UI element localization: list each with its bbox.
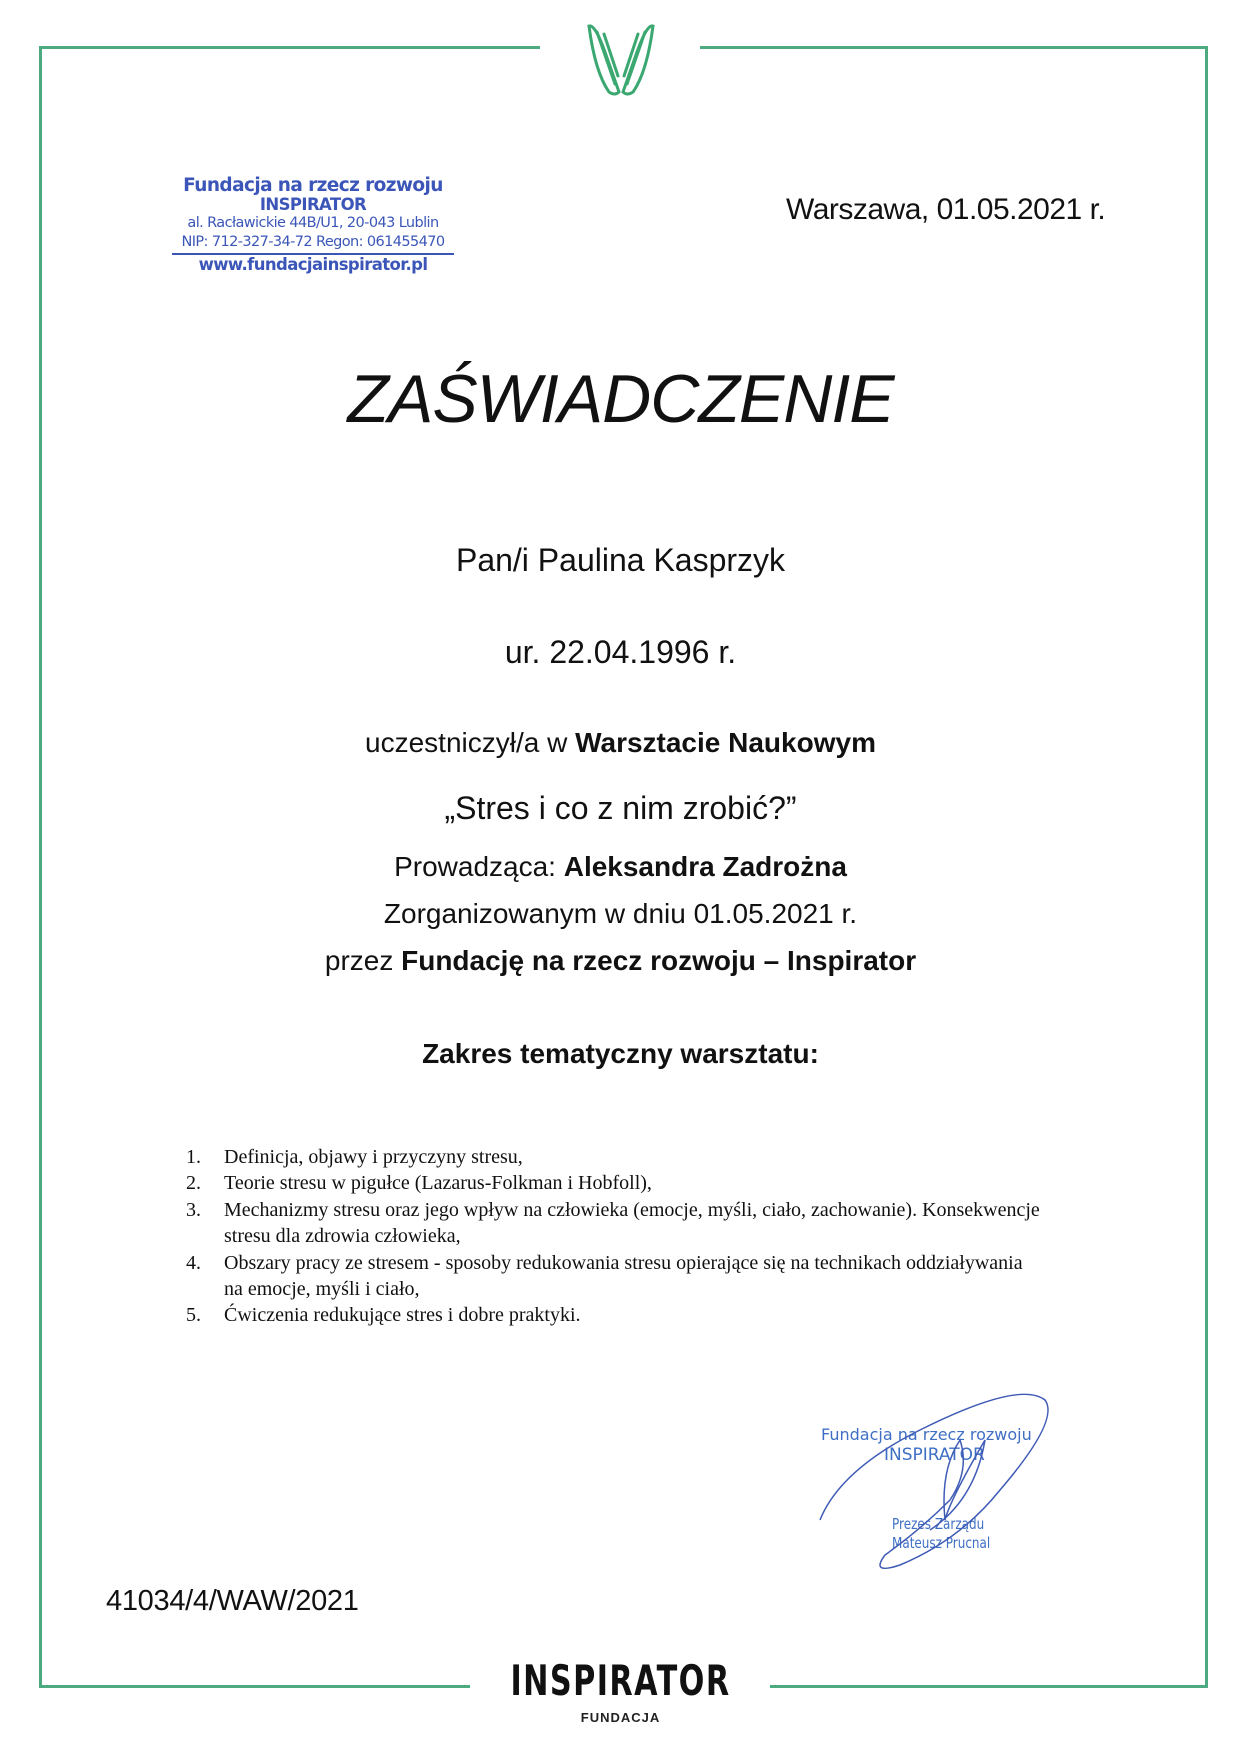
- list-item: [186, 1144, 1046, 1170]
- list-item: [186, 1302, 1046, 1328]
- footer-brand-subtitle: FUNDACJA: [580, 1710, 661, 1725]
- recipient-name: Pan/i Paulina Kasprzyk: [455, 542, 786, 578]
- sig-stamp-line: INSPIRATOR: [884, 1445, 985, 1465]
- organized-date: Zorganizowanym w dniu 01.05.2021 r.: [383, 898, 858, 929]
- signature-stamp: [800, 1380, 1080, 1580]
- reference-number: 41034/4/WAW/2021: [106, 1585, 359, 1617]
- item-text: Ćwiczenia redukujące stres i dobre praktyki.: [224, 1304, 581, 1327]
- leader-prefix: Prowadząca:: [394, 851, 564, 882]
- item-text: Definicja, objawy i przyczyny stresu,: [224, 1146, 523, 1168]
- sig-stamp-line: Fundacja na rzecz rozwoju: [821, 1425, 1032, 1444]
- item-number: 1.: [186, 1146, 201, 1168]
- place-date: Warszawa, 01.05.2021 r.: [786, 193, 1106, 226]
- leader-line: [0, 851, 1241, 883]
- item-text: Teorie stresu w pigułce (Lazarus-Folkman i Hobfoll),: [224, 1172, 652, 1195]
- item-number: 3.: [186, 1198, 201, 1221]
- sig-stamp-line: Mateusz Prucnal: [892, 1534, 991, 1552]
- sig-stamp-line: Prezes Zarządu: [892, 1515, 985, 1533]
- item-text: Obszary pracy ze stresem - sposoby redukowania stresu opierające się na technikach oddziaływania na emocje, myśli i ciało,: [224, 1251, 1023, 1301]
- certificate-title: ZAŚWIADCZENIE: [347, 361, 894, 437]
- item-number: 4.: [186, 1251, 201, 1274]
- workshop-title: „Stres i co z nim zrobić?”: [444, 790, 797, 826]
- item-number: 2.: [186, 1172, 201, 1195]
- topics-list: [186, 1144, 1046, 1329]
- organizer-line: [0, 945, 1241, 977]
- event-type: Warsztacie Naukowym: [575, 727, 876, 758]
- participation-prefix: uczestniczył/a w: [365, 727, 576, 758]
- foundation-stamp: [172, 176, 454, 274]
- stamp-line: al. Racławickie 44B/U1, 20-043 Lublin: [187, 215, 439, 231]
- list-item: [186, 1170, 1046, 1196]
- leader-name: Aleksandra Zadrożna: [563, 851, 847, 882]
- foundation-leaf-logo-icon: [585, 22, 657, 97]
- organizer-prefix: przez: [324, 945, 402, 976]
- list-item: [186, 1250, 1046, 1303]
- participation-line: [0, 727, 1241, 759]
- birth-date: ur. 22.04.1996 r.: [504, 634, 737, 670]
- stamp-line: www.fundacjainspirator.pl: [198, 255, 428, 274]
- footer-brand-logo: INSPIRATOR: [510, 1656, 731, 1705]
- stamp-line: Fundacja na rzecz rozwoju: [183, 175, 443, 196]
- item-text: Mechanizmy stresu oraz jego wpływ na człowieka (emocje, myśli, ciało, zachowanie). Konsekwencje stresu dla zdrowia człowieka,: [224, 1198, 1040, 1248]
- handwritten-signature-icon: [800, 1380, 1080, 1580]
- item-number: 5.: [186, 1304, 201, 1327]
- stamp-line: INSPIRATOR: [259, 195, 367, 214]
- stamp-line: NIP: 712-327-34-72 Regon: 061455470: [172, 233, 454, 255]
- scope-heading: Zakres tematyczny warsztatu:: [422, 1038, 819, 1069]
- list-item: [186, 1197, 1046, 1250]
- organizer-name: Fundację na rzecz rozwoju – Inspirator: [401, 945, 917, 976]
